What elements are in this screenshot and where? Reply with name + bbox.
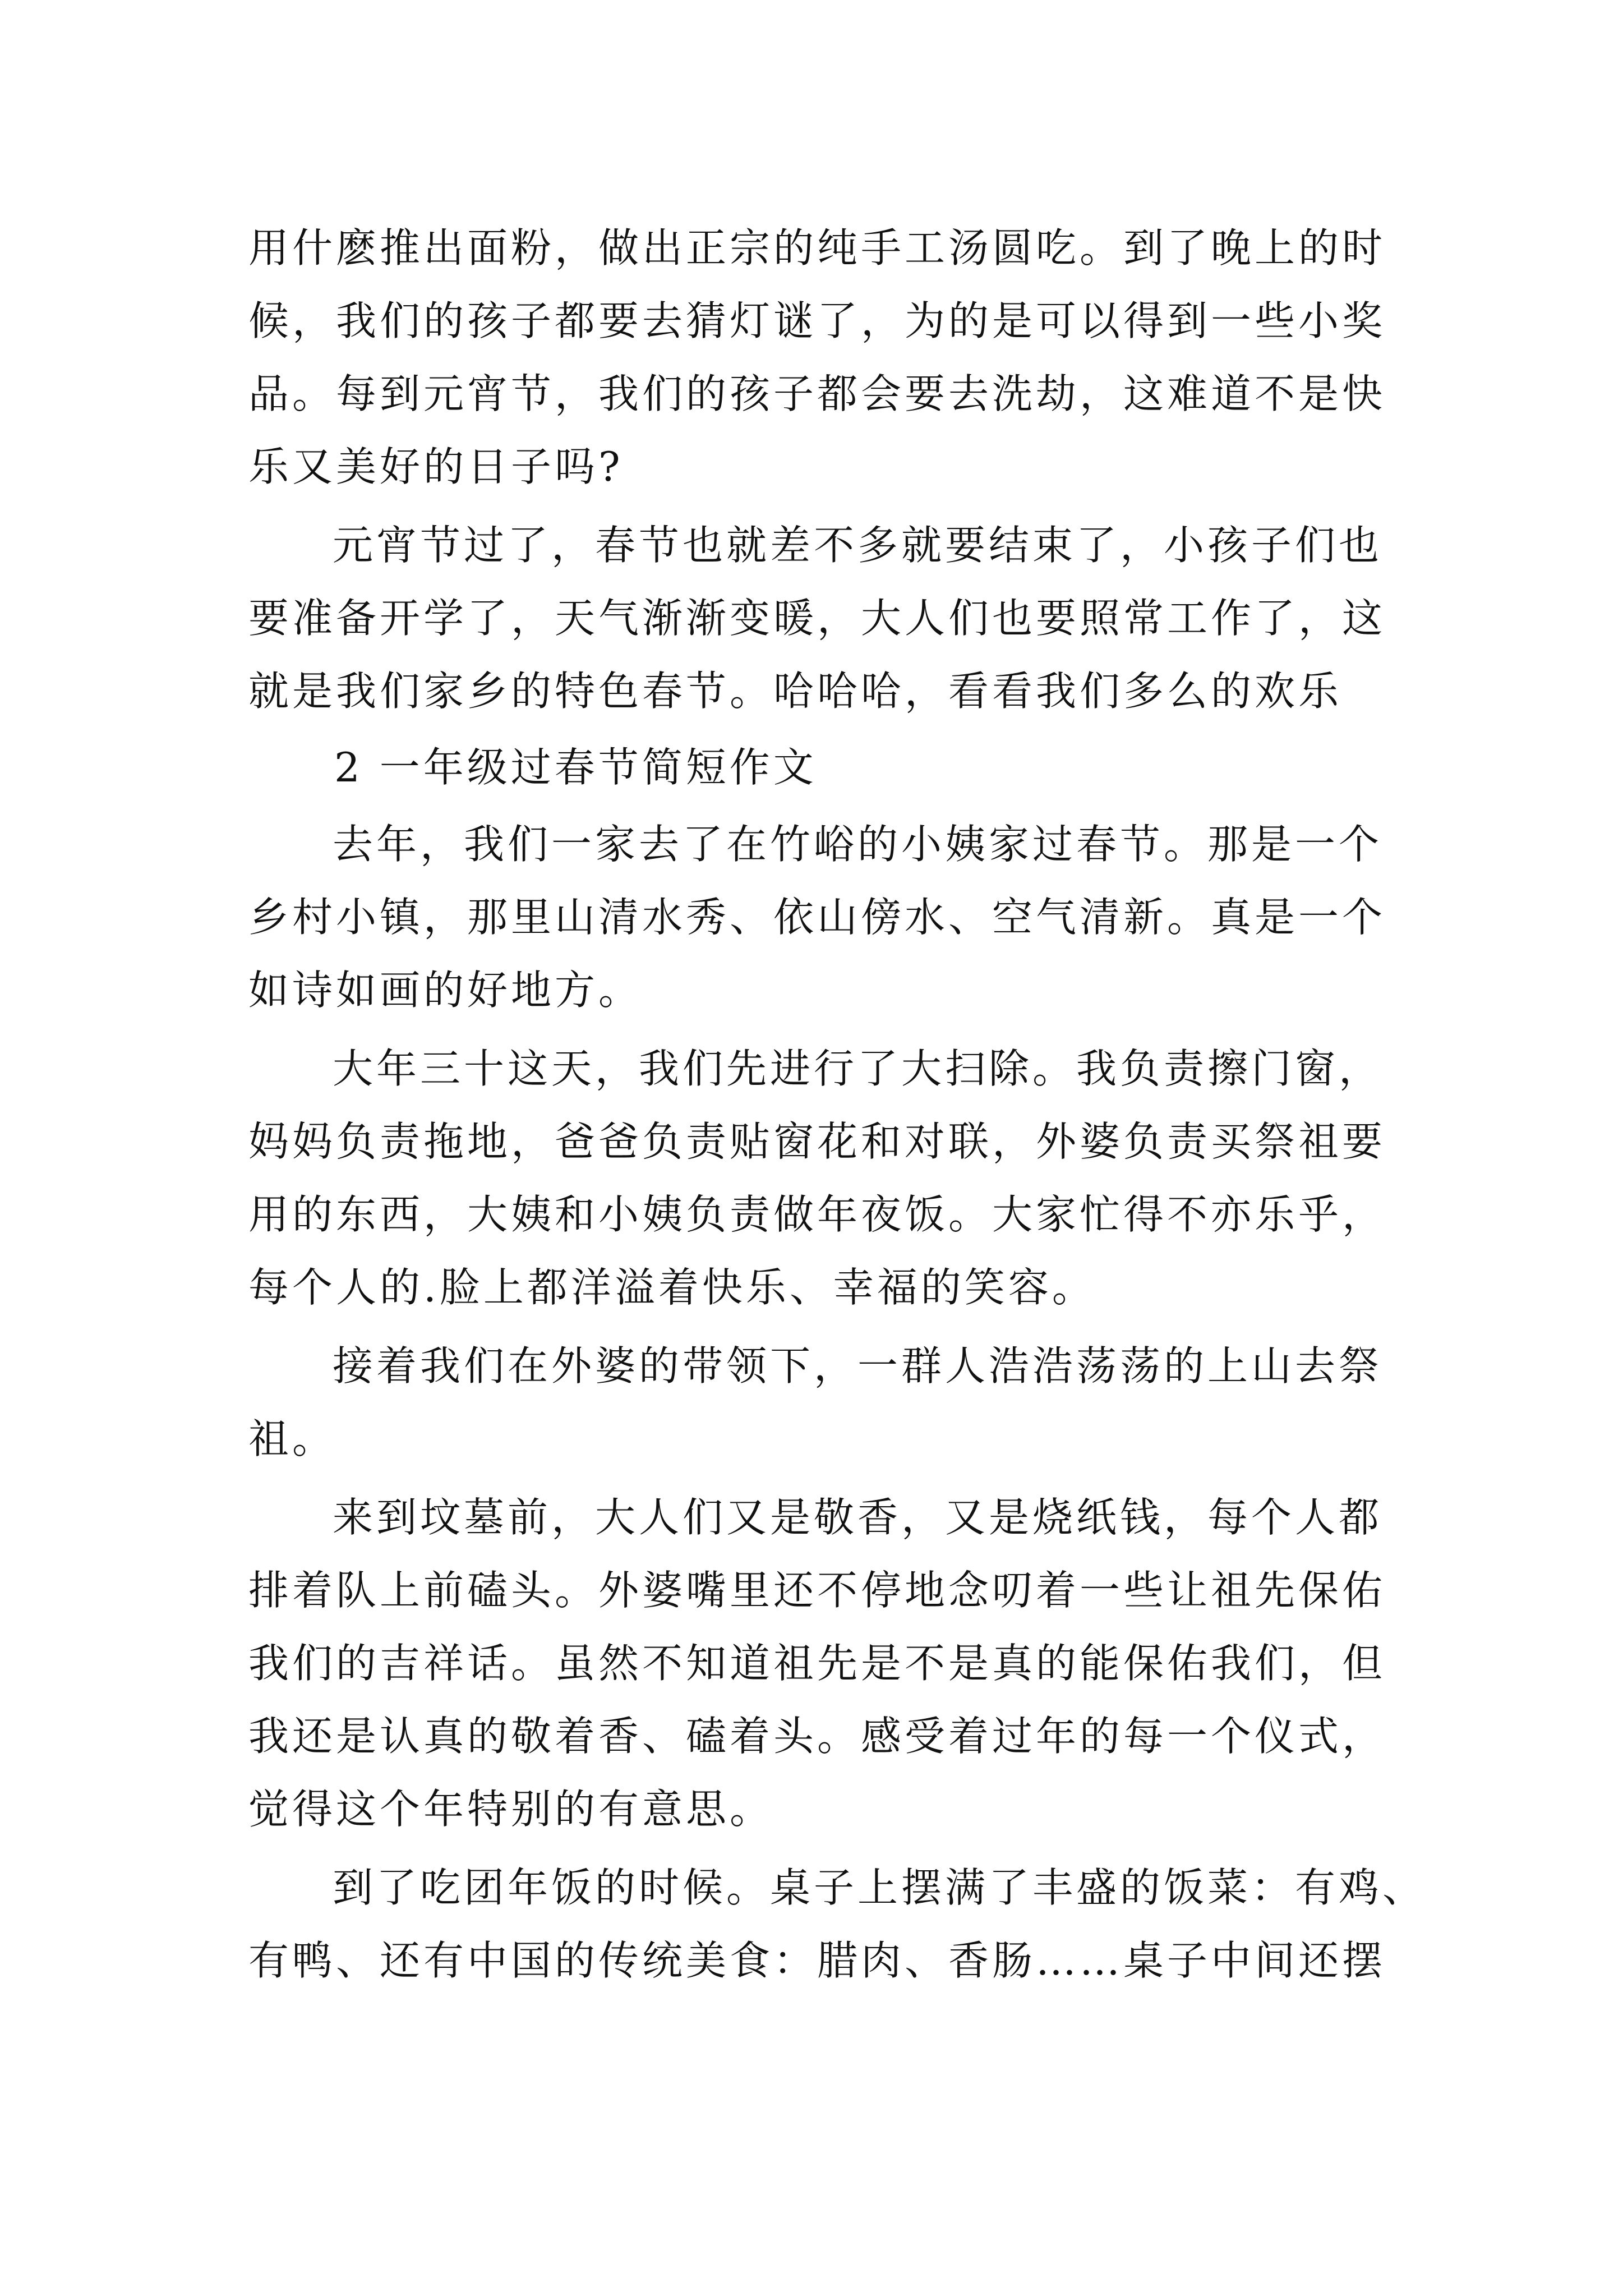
paragraph-first-line: 来到坟墓前，大人们又是敬香，又是烧纸钱，每个人都 [333,1494,1383,1541]
text-line: 就是我们家乡的特色春节。哈哈哈，看看我们多么的欢乐 [248,668,1343,715]
text-line: 用什麽推出面粉，做出正宗的纯手工汤圆吃。到了晚上的时 [248,224,1386,272]
text-line: 每个人的.脸上都洋溢着快乐、幸福的笑容。 [248,1264,1096,1311]
section-heading: 2 一年级过春节简短作文 [334,744,817,791]
text-line: 觉得这个年特别的有意思。 [248,1786,774,1833]
text-line: 用的东西，大姨和小姨负责做年夜饭。大家忙得不亦乐乎， [248,1191,1386,1238]
text-line: 如诗如画的好地方。 [248,967,643,1014]
text-line: 祖。 [248,1415,336,1462]
text-line: 乡村小镇，那里山清水秀、依山傍水、空气清新。真是一个 [248,894,1386,941]
text-line: 妈妈负责拖地，爸爸负责贴窗花和对联，外婆负责买祭祖要 [248,1118,1386,1165]
text-line: 有鸭、还有中国的传统美食：腊肉、香肠……桌子中间还摆 [248,1937,1386,1984]
text-line: 要准备开学了，天气渐渐变暖，大人们也要照常工作了，这 [248,595,1386,642]
text-line: 品。每到元宵节，我们的孩子都会要去洗劫，这难道不是快 [248,370,1386,417]
text-line: 排着队上前磕头。外婆嘴里还不停地念叨着一些让祖先保佑 [248,1567,1386,1614]
paragraph-first-line: 元宵节过了，春节也就差不多就要结束了，小孩子们也 [333,522,1383,569]
text-line: 候，我们的孩子都要去猜灯谜了，为的是可以得到一些小奖 [248,297,1386,344]
paragraph-first-line: 大年三十这天，我们先进行了大扫除。我负责擦门窗， [333,1045,1383,1092]
text-line: 乐又美好的日子吗? [248,443,624,490]
paragraph-first-line: 去年，我们一家去了在竹峪的小姨家过春节。那是一个 [333,821,1383,868]
text-line: 我们的吉祥话。虽然不知道祖先是不是真的能保佑我们，但 [248,1640,1386,1687]
paragraph-first-line: 接着我们在外婆的带领下，一群人浩浩荡荡的上山去祭 [333,1342,1383,1389]
text-line: 我还是认真的敬着香、磕着头。感受着过年的每一个仪式， [248,1713,1386,1760]
paragraph-first-line: 到了吃团年饭的时候。桌子上摆满了丰盛的饭菜：有鸡、 [333,1864,1427,1911]
